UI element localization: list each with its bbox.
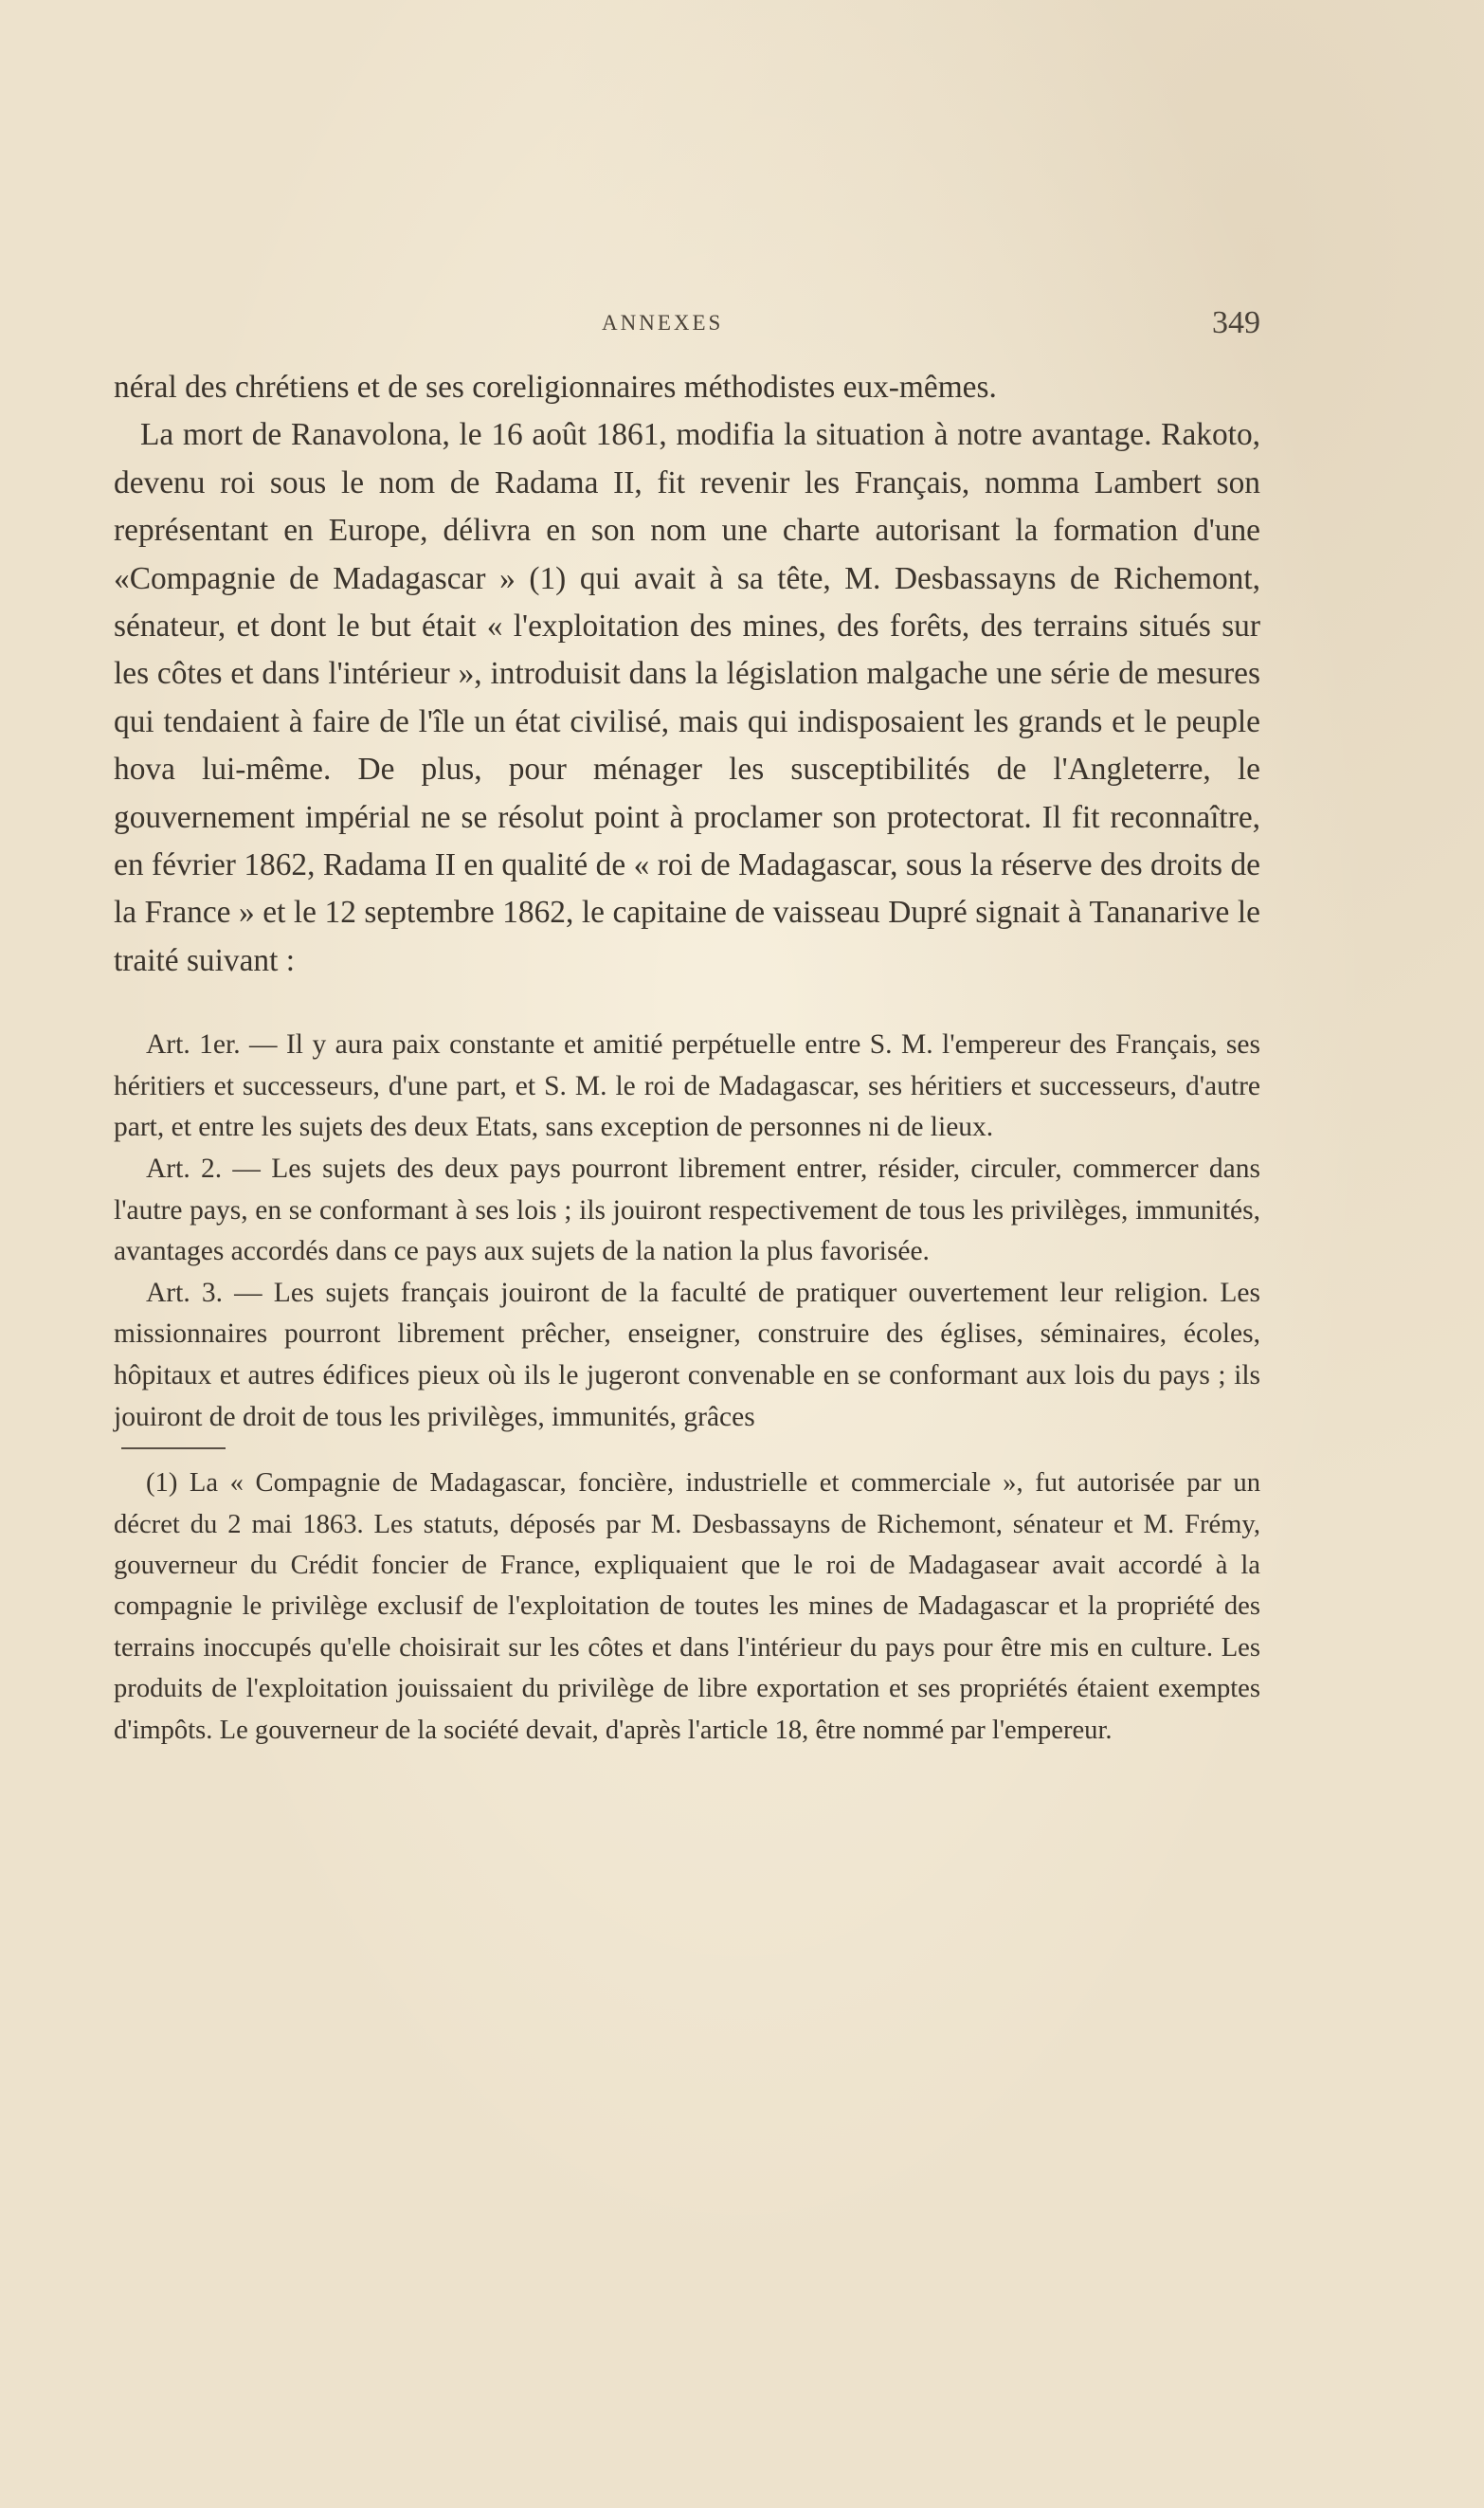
running-head [114, 305, 1260, 347]
treaty-article-3: Art. 3. — Les sujets français jouiront de la faculté de pratiquer ouvertement leur religion. Les missionnaires pourront librement prêcher, enseigner, construire des églises, séminaires, écoles, hôpitaux et autres édifices pieux où ils le jugeront convenable en se conformant aux lois du pays ; ils jouiront de droit de tous les privilèges, immunités, grâces [114, 1277, 1260, 1432]
footnote: (1) La « Compagnie de Madagascar, foncière, industrielle et commerciale », fut autorisée par un décret du 2 mai 1863. Les statuts, déposés par M. Desbassayns de Richemont, sénateur et M. Frémy, gouverneur du Crédit foncier de France, expliquaient que le roi de Madagasear avait accordé à la compagnie le privilège exclusif de l'exploitation de toutes les mines de Madagascar et la propriété des terrains inoccupés qu'elle choisirait sur les côtes et dans l'intérieur du pays pour être mis en culture. Les produits de l'exploitation jouissaient du privilège de libre exportation et ses propriétés étaient exemptes d'impôts. Le gouverneur de la société devait, d'après l'article 18, être nommé par l'empereur. [114, 1468, 1260, 1745]
footnote-rule [121, 1447, 226, 1449]
running-title: ANNEXES [602, 311, 724, 335]
paragraph-continuation: néral des chrétiens et de ses coreligionnaires méthodistes eux-mêmes. [114, 370, 997, 405]
treaty-articles [114, 1025, 1260, 1438]
treaty-article-1: Art. 1er. — Il y aura paix constante et amitié perpétuelle entre S. M. l'empereur des Français, ses héritiers et successeurs, d'une part, et S. M. le roi de Madagascar, ses héritiers et successeurs, d'autre part, et entre les sujets des deux Etats, sans exception de personnes ni de lieux. [114, 1029, 1260, 1143]
paragraph-radama: La mort de Ranavolona, le 16 août 1861, modifia la situation à notre avantage. Rakoto, devenu roi sous le nom de Radama II, fit revenir les Français, nomma Lambert son représentant en Europe, délivra en son nom une charte autorisant la formation d'une «Compagnie de Madagascar » (1) qui avait à sa tête, M. Desbassayns de Richemont, sénateur, et dont le but était « l'exploitation des mines, des forêts, des terrains situés sur les côtes et dans l'intérieur », introduisit dans la législation malgache une série de mesures qui tendaient à faire de l'île un état civilisé, mais qui indisposaient les grands et le peuple hova lui-même. De plus, pour ménager les susceptibilités de l'Angleterre, le gouvernement impérial ne se résolut point à proclamer son protectorat. Il fit reconnaître, en février 1862, Radama II en qualité de « roi de Madagascar, sous la réserve des droits de la France » et le 12 septembre 1862, le capitaine de vaisseau Dupré signait à Tananarive le traité suivant : [114, 417, 1260, 978]
treaty-article-2: Art. 2. — Les sujets des deux pays pourront librement entrer, résider, circuler, commercer dans l'autre pays, en se conformant à ses lois ; ils jouiront respectivement de tous les privilèges, immunités, avantages accordés dans ce pays aux sujets de la nation la plus favorisée. [114, 1154, 1260, 1267]
page-number: 349 [1212, 305, 1260, 340]
main-text [114, 364, 1260, 1751]
